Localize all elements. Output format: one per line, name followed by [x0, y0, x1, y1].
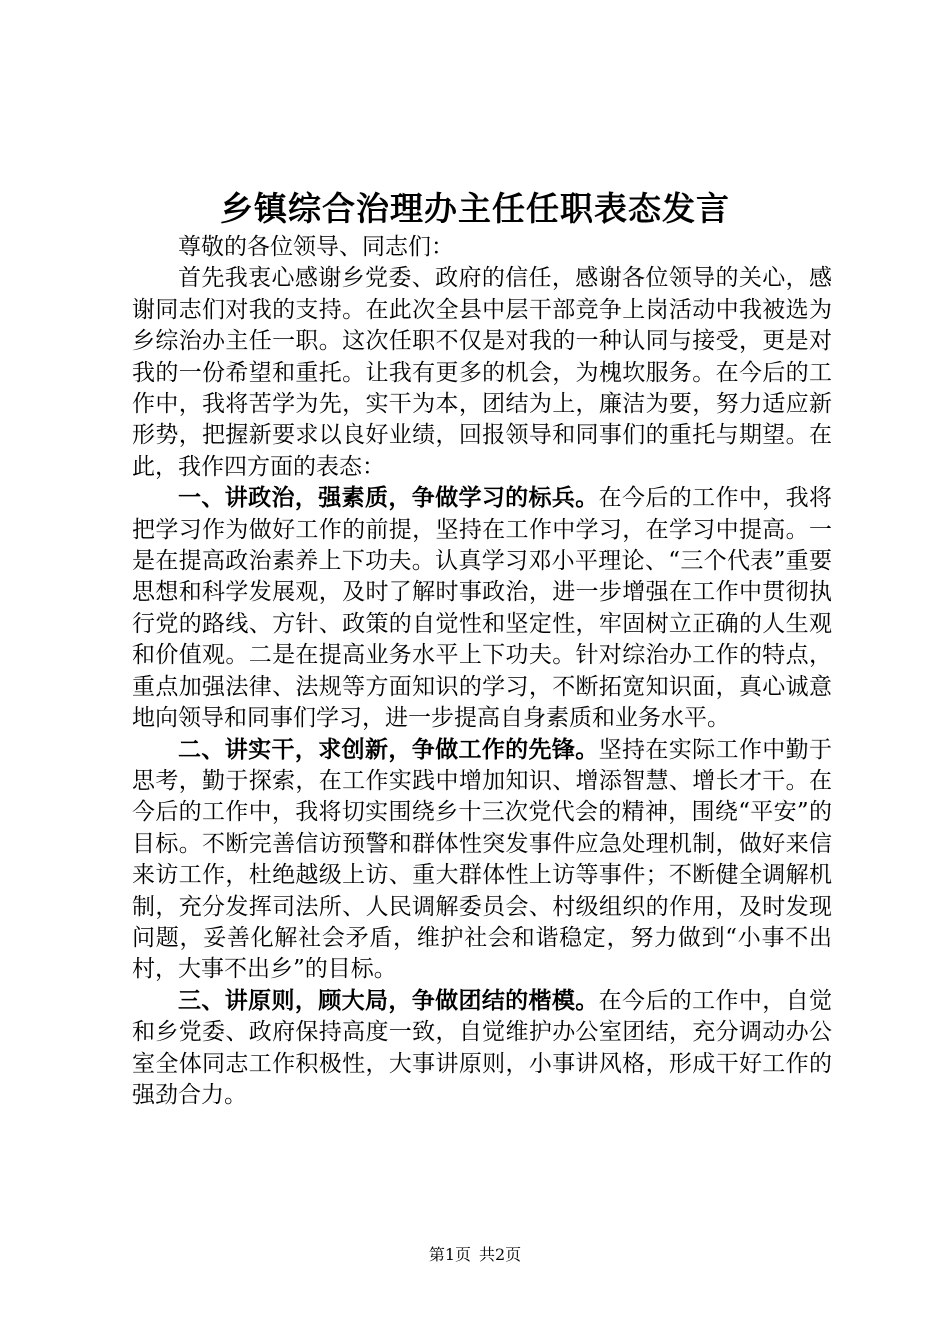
document-body: [132, 232, 832, 1111]
salutation: 尊敬的各位领导、同志们：: [178, 234, 454, 260]
section-paragraph-1: [132, 483, 832, 734]
section-paragraph-2: [132, 735, 832, 986]
section-text-1: 在今后的工作中，我将把学习作为做好工作的前提，坚持在工作中学习，在学习中提高。一是在提高政治素养上下功夫。认真学习邓小平理论、“三个代表”重要思想和科学发展观，及时了解时事政治，进一步增强在工作中贯彻执行党的路线、方针、政策的自觉性和坚定性，牢固树立正确的人生观和价值观。二是在提高业务水平上下功夫。针对综治办工作的特点，重点加强法律、法规等方面知识的学习，不断拓宽知识面，真心诚意地向领导和同事们学习，进一步提高自身素质和业务水平。: [132, 485, 833, 732]
page-number: 第1页: [428, 1245, 471, 1264]
intro-paragraph: 首先我衷心感谢乡党委、政府的信任，感谢各位领导的关心，感谢同志们对我的支持。在此次全县中层干部竞争上岗活动中我被选为乡综治办主任一职。这次任职不仅是对我的一种认同与接受，更是对我的一份希望和重托。让我有更多的机会，为槐坎服务。在今后的工作中，我将苦学为先，实干为本，团结为上，廉洁为要，努力适应新形势，把握新要求以良好业绩，回报领导和同事们的重托与期望。在此，我作四方面的表态：: [132, 265, 832, 480]
section-heading-1: 一、讲政治，强素质，争做学习的标兵。: [178, 485, 599, 512]
section-heading-3: 三、讲原则，顾大局，争做团结的楷模。: [178, 987, 599, 1014]
page-footer: [0, 1243, 950, 1267]
section-heading-2: 二、讲实干，求创新，争做工作的先锋。: [178, 736, 599, 763]
section-text-3: 在今后的工作中，自觉和乡党委、政府保持高度一致，自觉维护办公室团结，充分调动办公室全体同志工作积极性，大事讲原则，小事讲风格，形成干好工作的强劲合力。: [132, 987, 833, 1108]
document-title: 乡镇综合治理办主任任职表态发言: [220, 189, 730, 228]
section-text-2: 坚持在实际工作中勤于思考，勤于探索，在工作实践中增加知识、增添智慧、增长才干。在今后的工作中，我将切实围绕乡十三次党代会的精神，围绕“平安”的目标。不断完善信访预警和群体性突发事件应急处理机制，做好来信来访工作，杜绝越级上访、重大群体性上访等事件；不断健全调解机制，充分发挥司法所、人民调解委员会、村级组织的作用，及时发现问题，妥善化解社会矛盾，维护社会和谐稳定，努力做到“小事不出村，大事不出乡”的目标。: [132, 736, 833, 983]
section-paragraph-3: [132, 986, 832, 1112]
page-total: 共2页: [479, 1245, 522, 1264]
